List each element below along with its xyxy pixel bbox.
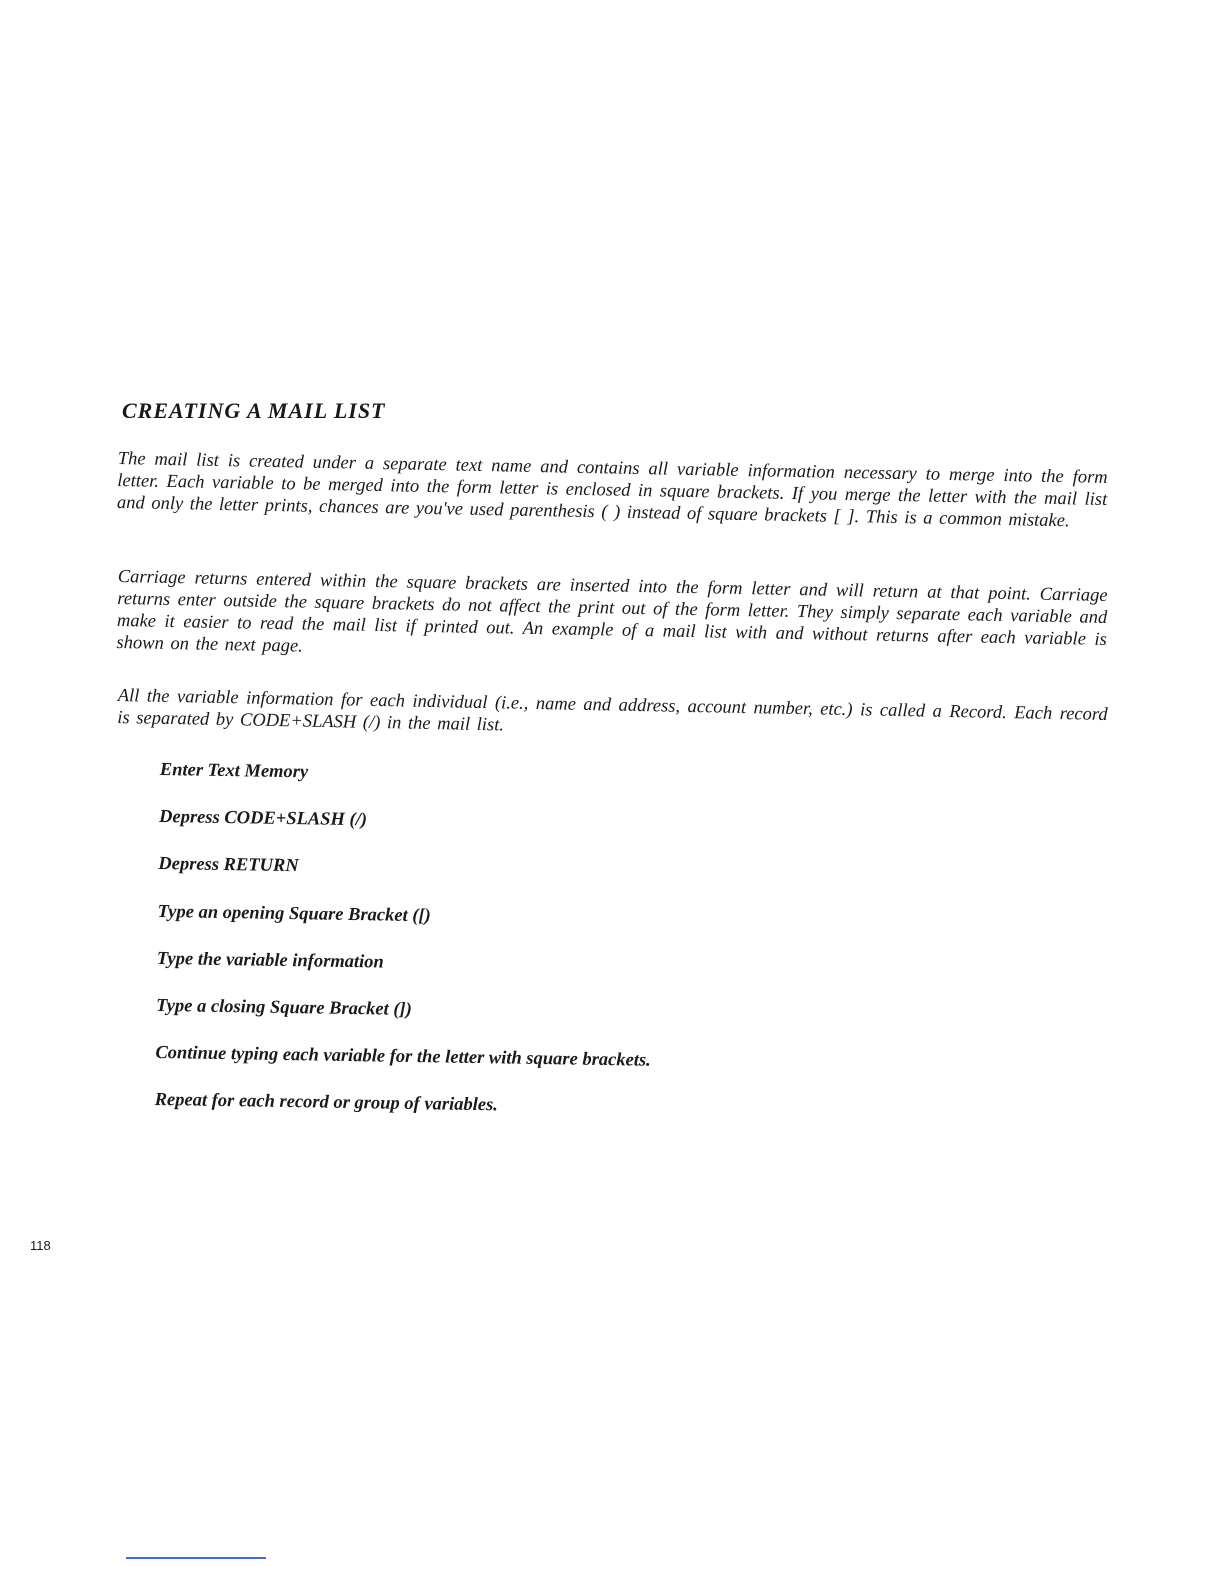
step-item: Repeat for each record or group of variables. [154, 1089, 499, 1116]
step-item: Enter Text Memory [159, 760, 309, 783]
paragraph-block-2 [116, 566, 1108, 673]
step-list [154, 760, 860, 1116]
paragraph-block-1 [117, 448, 1108, 533]
page-number: 118 [30, 1238, 51, 1253]
paragraph: All the variable information for each individual (i.e., name and address, account number, etc.) is called a Record. Each record is separated by CODE+SLASH (/) in the mail list. [117, 685, 1108, 736]
step-item: Depress CODE+SLASH (/) [158, 806, 368, 831]
step-item: Type the variable information [156, 948, 384, 973]
paragraph-block-3 [117, 685, 1108, 748]
paragraph: Carriage returns entered within the square brackets are inserted into the form letter and will return at that point. Carriage returns enter outside the square brackets do not affect the print out of the form letter. They simply separate each variable and make it easier to read the mail list if printed out. An example of a mail list with and without returns after each variable is shown on the next page. [116, 566, 1108, 657]
step-item: Type a closing Square Bracket (]) [155, 995, 412, 1020]
section-heading: CREATING A MAIL LIST [122, 398, 386, 423]
step-item: Continue typing each variable for the letter with square brackets. [155, 1042, 651, 1071]
paragraph: The mail list is created under a separate text name and contains all variable information necessary to merge into the form letter. Each variable to be merged into the form letter is enclosed in square brackets. If you merge the letter with the mail list and only the letter prints, chances are you've used parenthesis ( ) instead of square brackets [ ]. This is a common mistake. [116, 448, 1108, 532]
step-item: Type an opening Square Bracket ([) [157, 901, 431, 927]
footer-rule [126, 1557, 266, 1559]
step-item: Depress RETURN [158, 853, 299, 877]
